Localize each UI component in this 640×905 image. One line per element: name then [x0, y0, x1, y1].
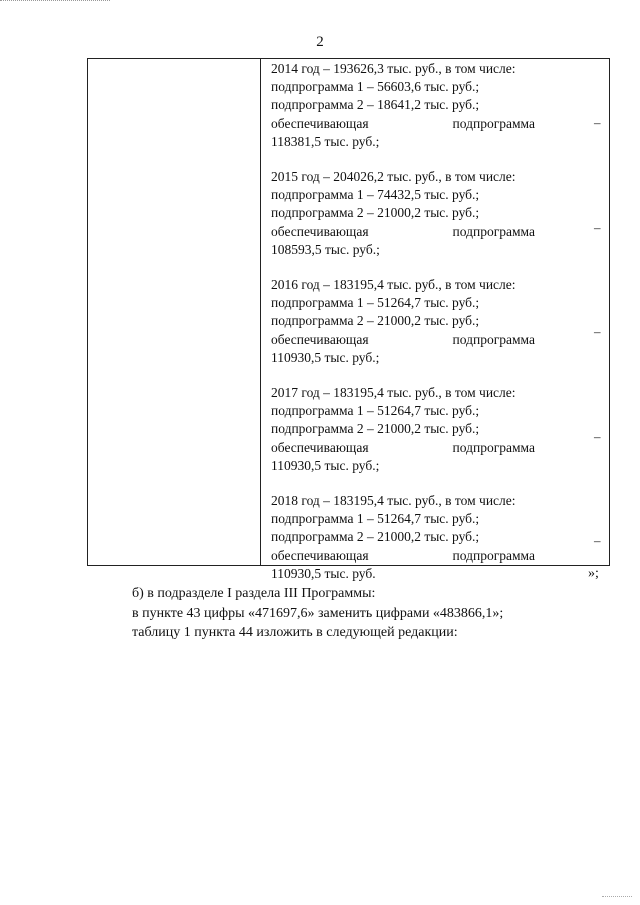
- subprogram-2: подпрограмма 2 – 18641,2 тыс. руб.;: [271, 97, 480, 113]
- subprogram-2: подпрограмма 2 – 21000,2 тыс. руб.;: [271, 529, 480, 545]
- paragraph-subsection: б) в подразделе I раздела III Программы:: [132, 586, 376, 601]
- year-block-2018: [271, 492, 601, 583]
- subprogram-1: подпрограмма 1 – 51264,7 тыс. руб.;: [271, 295, 480, 311]
- year-block-2017: [271, 384, 601, 475]
- subprogram-2: подпрограмма 2 – 21000,2 тыс. руб.;: [271, 313, 480, 329]
- support-word: обеспечивающая: [271, 223, 369, 239]
- funding-table: [87, 58, 610, 581]
- year-total: 2017 год – 183195,4 тыс. руб., в том числе:: [271, 385, 516, 401]
- dash-mark-2016: –: [594, 324, 601, 339]
- program-word: подпрограмма: [452, 439, 535, 455]
- support-subprogram-label: [271, 547, 535, 565]
- dash-mark-2017: –: [594, 429, 601, 444]
- support-subprogram-label: [271, 223, 535, 241]
- closing-quote: »;: [588, 566, 599, 581]
- support-subprogram-value: 118381,5 тыс. руб.;: [271, 133, 380, 149]
- dash-mark-2015: –: [594, 220, 601, 235]
- support-word: обеспечивающая: [271, 439, 369, 455]
- year-block-2015: [271, 168, 601, 259]
- support-subprogram-value: 110930,5 тыс. руб.;: [271, 457, 380, 473]
- subprogram-1: подпрограмма 1 – 51264,7 тыс. руб.;: [271, 511, 480, 527]
- subprogram-2: подпрограмма 2 – 21000,2 тыс. руб.;: [271, 205, 480, 221]
- support-word: обеспечивающая: [271, 547, 369, 563]
- support-subprogram-value: 110930,5 тыс. руб.;: [271, 349, 380, 365]
- subprogram-1: подпрограмма 1 – 56603,6 тыс. руб.;: [271, 79, 480, 95]
- funding-cell: [271, 60, 601, 583]
- paragraph-point-43: в пункте 43 цифры «471697,6» заменить цифрами «483866,1»;: [132, 605, 504, 621]
- scan-artifact-top: [0, 0, 110, 4]
- dash-mark-2018: –: [594, 533, 601, 548]
- year-block-2016: [271, 276, 601, 367]
- program-word: подпрограмма: [452, 547, 535, 563]
- support-subprogram-value: 110930,5 тыс. руб.: [271, 565, 376, 581]
- paragraph-table-1: таблицу 1 пункта 44 изложить в следующей редакции:: [132, 625, 458, 640]
- amendment-text: [132, 584, 602, 643]
- program-word: подпрограмма: [452, 223, 535, 239]
- program-word: подпрограмма: [452, 331, 535, 347]
- year-total: 2016 год – 183195,4 тыс. руб., в том числе:: [271, 277, 516, 293]
- support-subprogram-label: [271, 439, 535, 457]
- year-total: 2015 год – 204026,2 тыс. руб., в том числе:: [271, 169, 516, 185]
- support-subprogram-value: 108593,5 тыс. руб.;: [271, 241, 380, 257]
- subprogram-1: подпрограмма 1 – 74432,5 тыс. руб.;: [271, 187, 480, 203]
- year-total: 2018 год – 183195,4 тыс. руб., в том числе:: [271, 493, 516, 509]
- subprogram-1: подпрограмма 1 – 51264,7 тыс. руб.;: [271, 403, 480, 419]
- scan-artifact-bottom: [602, 896, 632, 897]
- support-subprogram-label: [271, 331, 535, 349]
- year-block-2014: [271, 60, 601, 151]
- support-word: обеспечивающая: [271, 331, 369, 347]
- support-word: обеспечивающая: [271, 115, 369, 131]
- page-number: 2: [316, 34, 324, 50]
- year-total: 2014 год – 193626,3 тыс. руб., в том числе:: [271, 61, 516, 76]
- subprogram-2: подпрограмма 2 – 21000,2 тыс. руб.;: [271, 421, 480, 437]
- dash-mark-2014: –: [594, 115, 601, 130]
- column-divider: [260, 59, 261, 565]
- support-subprogram-label: [271, 115, 535, 133]
- program-word: подпрограмма: [452, 115, 535, 131]
